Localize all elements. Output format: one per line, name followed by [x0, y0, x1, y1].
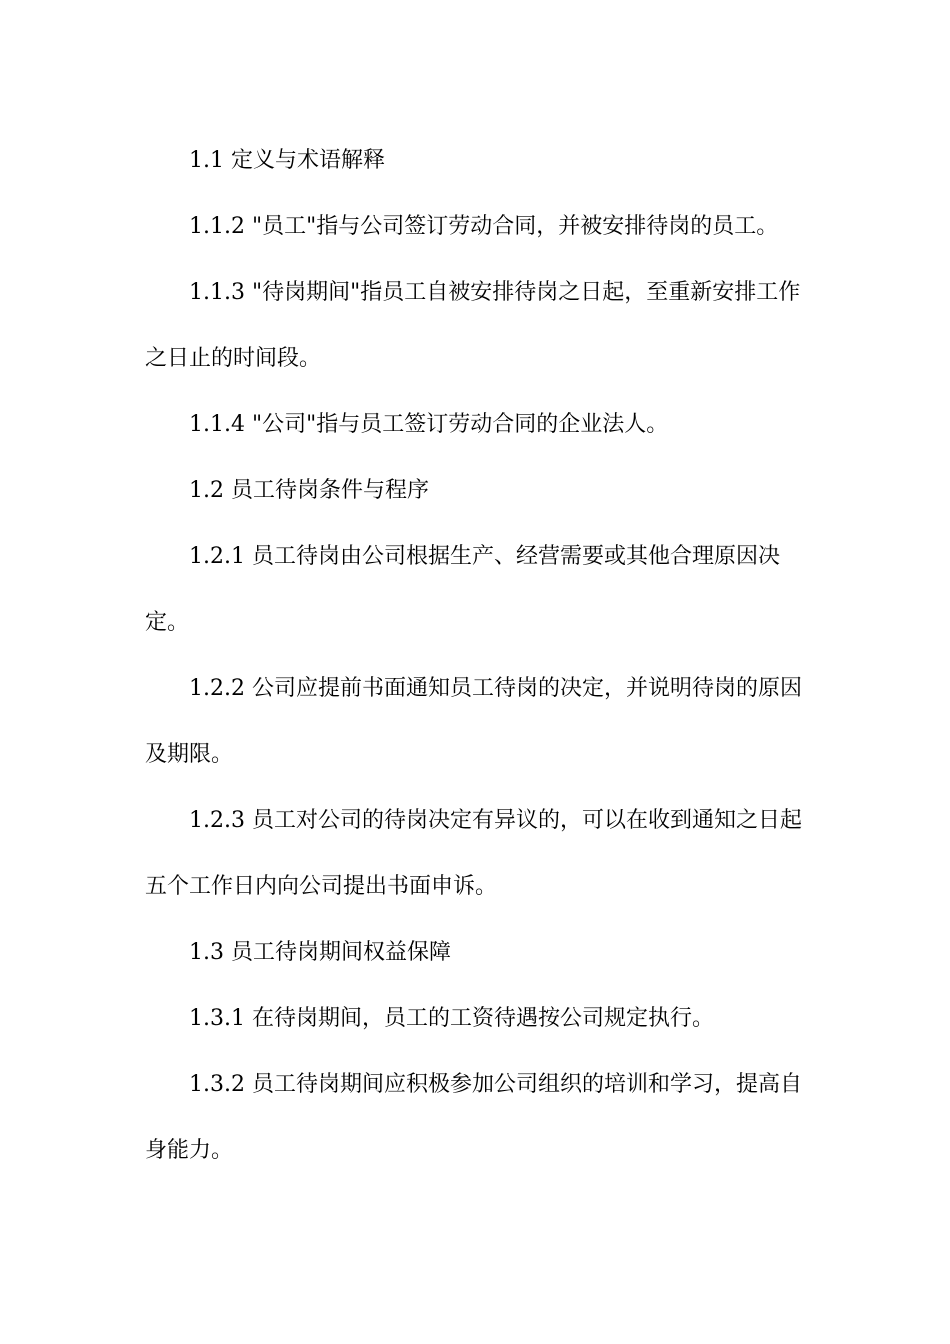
section-heading-1-3: 1.3 员工待岗期间权益保障 [189, 940, 451, 965]
section-heading-1-1: 1.1 定义与术语解释 [189, 148, 385, 173]
clause-1-1-3: 1.1.3 "待岗期间"指员工自被安排待岗之日起，至重新安排工作之日止的时间段。 [145, 280, 801, 371]
clause-1-3-1: 1.3.1 在待岗期间，员工的工资待遇按公司规定执行。 [189, 1006, 714, 1031]
clause-1-1-2: 1.1.2 "员工"指与公司签订劳动合同，并被安排待岗的员工。 [189, 214, 779, 239]
document-body [145, 128, 810, 1184]
clause-1-2-1: 1.2.1 员工待岗由公司根据生产、经营需要或其他合理原因决定。 [145, 544, 780, 635]
clause-1-3-2: 1.3.2 员工待岗期间应积极参加公司组织的培训和学习，提高自身能力。 [145, 1072, 802, 1163]
clause-1-2-3: 1.2.3 员工对公司的待岗决定有异议的，可以在收到通知之日起五个工作日内向公司提出书面申诉。 [145, 808, 802, 899]
clause-1-2-2: 1.2.2 公司应提前书面通知员工待岗的决定，并说明待岗的原因及期限。 [145, 676, 802, 767]
clause-1-1-4: 1.1.4 "公司"指与员工签订劳动合同的企业法人。 [189, 412, 669, 437]
section-heading-1-2: 1.2 员工待岗条件与程序 [189, 478, 429, 503]
